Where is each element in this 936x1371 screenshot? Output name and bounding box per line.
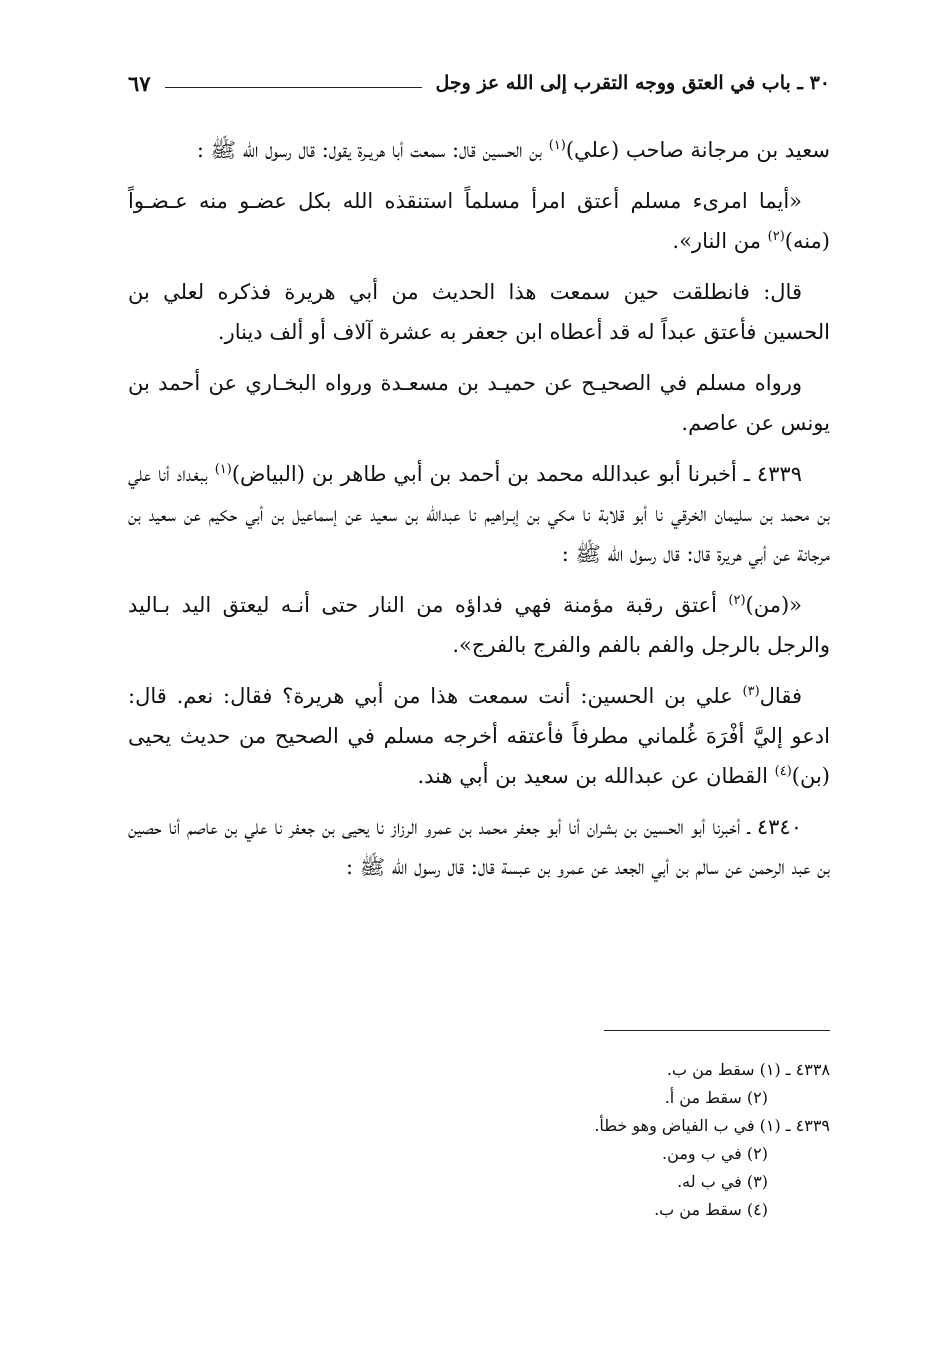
text-run: ورواه مسلم في الصحيـح عن حميـد بن مسعـدة ورواه البخـاري عن أحمد بن يونس عن عاصم. xyxy=(128,371,830,435)
hadith-entry xyxy=(128,807,830,887)
paragraph xyxy=(128,181,830,261)
hadith-entry xyxy=(128,454,830,574)
footnote-marker: (٢) xyxy=(728,593,746,608)
footnote: ٤٣٣٩ ـ (١) في ب الفياض وهو خطأ. xyxy=(594,1116,830,1135)
chapter-title: ٣٠ ـ باب في العتق ووجه التقرب إلى الله عز وجل xyxy=(435,72,830,94)
footnote: ٤٣٣٨ ـ (١) سقط من ب. xyxy=(666,1060,830,1079)
footnote-marker: (١) xyxy=(548,138,566,153)
text-run: ٤٣٣٩ ـ أخبرنا أبو عبدالله محمد بن أحمد بن أبي طاهر بن (البياض) xyxy=(231,462,802,486)
footnote-marker: (٢) xyxy=(767,229,785,244)
text-run: من النار». xyxy=(672,229,768,253)
footnote: (٢) في ب ومن. xyxy=(662,1144,768,1163)
footnote-separator xyxy=(604,1030,830,1031)
running-header xyxy=(128,66,830,100)
page-number: ٦٧ xyxy=(128,70,151,96)
header-rule xyxy=(165,87,422,88)
text-run: ٤٣٤٠ ـ أخبرنا أبو الحسين بن بشران أنا أبو جعفر محمد بن عمرو الرزاز نا يحيى بن جعفر نا علي بن عاصم أنا حصين بن عبد الرحمن عن سالم بن أبي الجعد عن عمرو بن عبسة قال: قال رسول الله ﷺ : xyxy=(128,815,830,879)
text-run: القطان عن عبدالله بن سعيد بن أبي هند. xyxy=(417,764,775,788)
text-run: أعتق رقبة مؤمنة فهي فداؤه من النار حتى أنـه ليعتق اليد بـاليد والرجل بالرجل والفم بالفم والفرج بالفرج». xyxy=(128,593,830,657)
paragraph xyxy=(128,676,830,796)
text-run: «(من) xyxy=(745,593,802,617)
footnote-marker: (٤) xyxy=(774,764,792,779)
footnote: (٣) في ب له. xyxy=(677,1172,768,1191)
footnote-marker: (١) xyxy=(214,462,232,477)
text-run: قال: فانطلقت حين سمعت هذا الحديث من أبي هريرة فذكره لعلي بن الحسين فأعتق عبداً له قد أعطاه ابن جعفر به عشرة آلاف أو ألف دينار. xyxy=(128,280,830,344)
footnote: (٢) سقط من أ. xyxy=(664,1088,768,1107)
text-run: علي بن الحسين: أنت سمعت هذا من أبي هريرة؟ فقال: نعم. قال: ادعو إليَّ أفْرَهَ غُلماني مطرفاً فأعتقه أخرجه مسلم في الصحيح من حديث يحيى (بن) xyxy=(128,684,830,788)
footnotes xyxy=(330,1056,830,1224)
text-run: ببغداد أنا علي بن محمد بن سليمان الخرقي نا أبو قلابة نا مكي بن إبـراهيم نا عبدالله بن سعيد عن إسماعيل بن أبي حكيم عن سعيد بن مرجانة عن أبي هريرة قال: قال رسول الله ﷺ : xyxy=(128,462,830,566)
paragraph xyxy=(128,272,830,352)
paragraph xyxy=(128,130,830,170)
paragraph xyxy=(128,363,830,443)
footnote-marker: (٣) xyxy=(742,684,760,699)
text-run: «أيما امرىء مسلم أعتق امرأ مسلماً استنقذه الله بكل عضـو منه عـضـواً (منه) xyxy=(128,189,830,253)
text-run: فقال xyxy=(759,684,802,708)
paragraph xyxy=(128,585,830,665)
footnote: (٤) سقط من ب. xyxy=(654,1200,768,1219)
text-run: سعيد بن مرجانة صاحب (علي) xyxy=(565,138,830,162)
main-text xyxy=(128,130,830,898)
text-run: بن الحسين قال: سمعت أبا هريـرة يقول: قال رسول الله ﷺ : xyxy=(196,138,549,162)
